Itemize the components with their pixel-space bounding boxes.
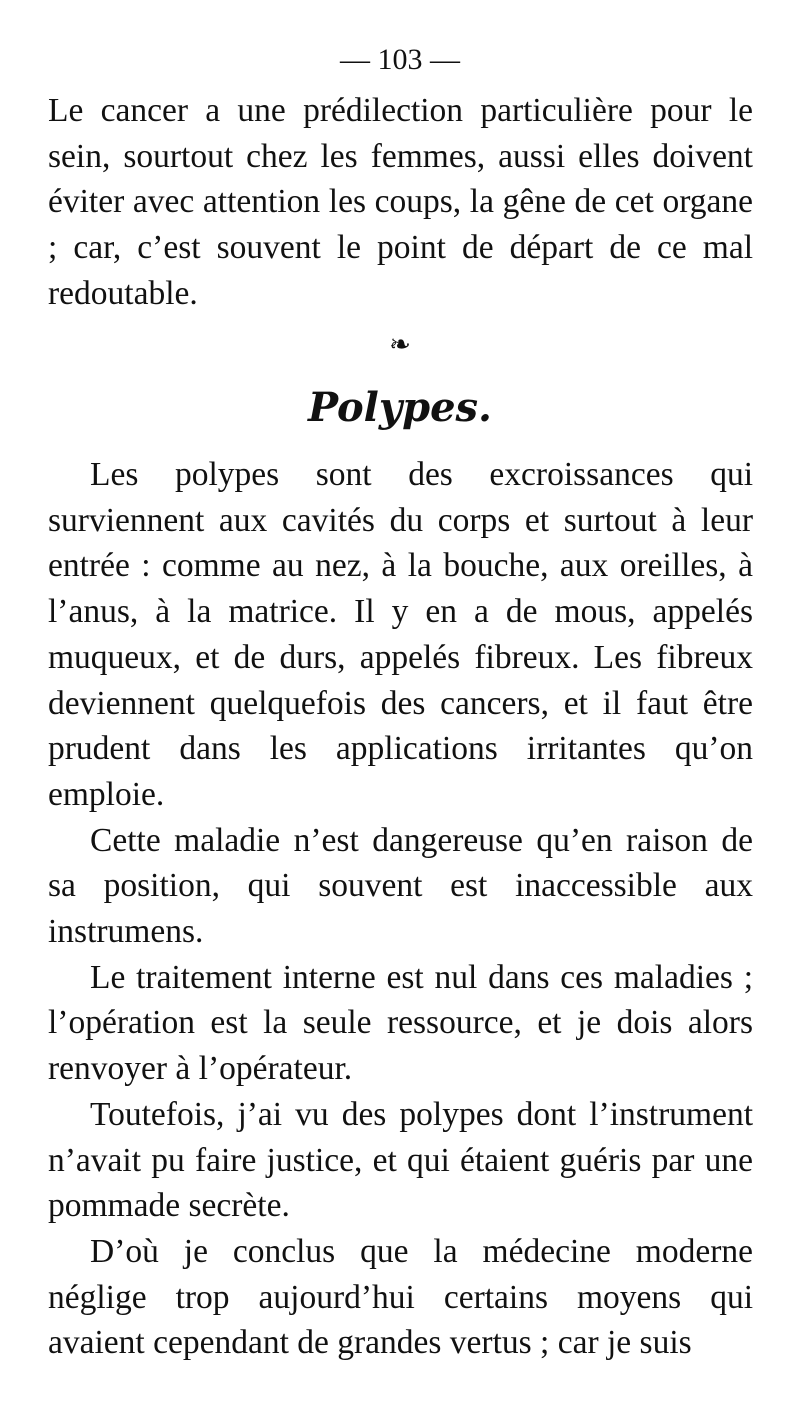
paragraph: Le traitement interne est nul dans ces maladies ; l’opération est la seule ressource, et je dois alors renvoyer à l’opérateur. [48, 958, 753, 1088]
page-number: — 103 — [340, 43, 460, 76]
paragraph: Les polypes sont des excroissances qui surviennent aux cavités du corps et surtout à leur entrée : comme au nez, à la bouche, aux oreilles, à l’anus, à la matrice. Il y en a de mous, appelés muqueux, et de durs, appelés fibreux. Les fibreux deviennent quelquefois des cancers, et il faut être prudent dans les applications irritantes qu’on emploie. [48, 456, 753, 813]
paragraph: Le cancer a une prédilection particulière pour le sein, sourtout chez les femmes, aussi elles doivent éviter avec attention les coups, la gêne de cet organe ; car, c’est souvent le point de départ de ce mal redoutable. [48, 92, 753, 312]
paragraph: D’où je conclus que la médecine moderne néglige trop aujourd’hui certains moyens qui avaient cependant de grandes vertus ; car je suis [48, 1232, 753, 1362]
paragraph: Cette maladie n’est dangereuse qu’en raison de sa position, qui souvent est inaccessible aux instrumens. [48, 821, 753, 951]
section-heading: Polypes. [308, 384, 492, 431]
paragraph: Toutefois, j’ai vu des polypes dont l’instrument n’avait pu faire justice, et qui étaient guéris par une pommade secrète. [48, 1095, 753, 1225]
ornament-icon: ❧ [389, 330, 411, 360]
section-body [48, 452, 753, 1366]
intro-text [48, 88, 753, 317]
